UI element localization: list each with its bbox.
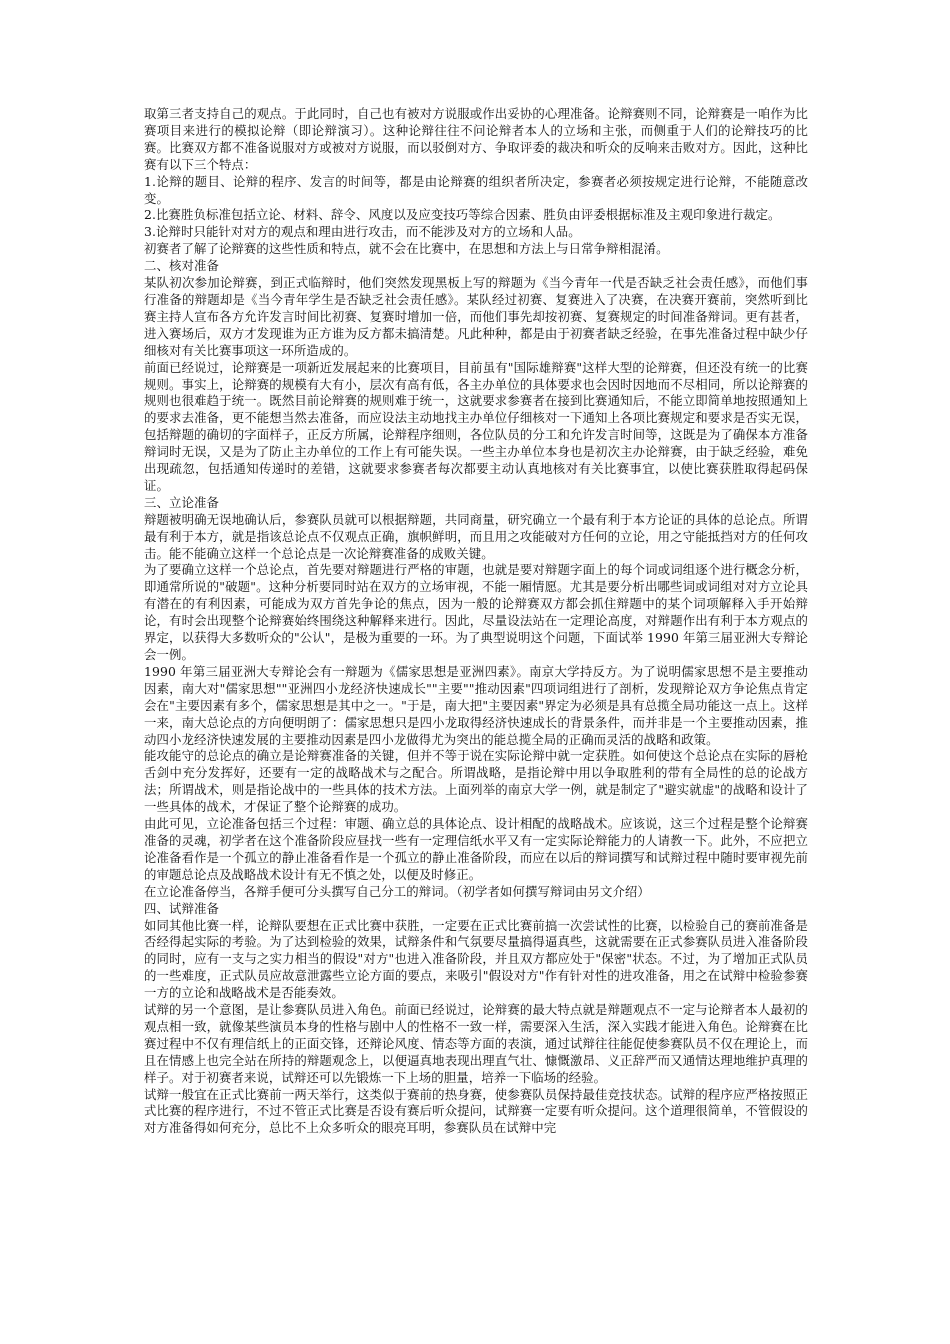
list-item: 2.比赛胜负标准包括立论、材料、辞令、风度以及应变技巧等综合因素、胜负由评委根据标准及主观印象进行裁定。 bbox=[144, 207, 781, 223]
paragraph: 由此可见，立论准备包括三个过程：审题、确立总的具体论点、设计相配的战略战术。应该说，这三个过程是整个论辩赛准备的灵魂，初学者在这个准备阶段应昼找一些有一定理信纸水平又有一定实际论辩能力的人请教一下。此外，不应把立论准备看作是一个孤立的静止准备看作是一个孤立的静止准备阶段，而应在以后的辩词撰写和试辩过程中随时要审视先前的审题总论点及战略战术设计有无不慎之处，以便及时修正。 bbox=[144, 816, 808, 882]
list-item: 1.论辩的题目、论辩的程序、发言的时间等，都是由论辩赛的组织者所决定，参赛者必须按规定进行论辩，不能随意改变。 bbox=[144, 173, 808, 206]
paragraph: 辩题被明确无误地确认后，参赛队员就可以根据辩题，共同商量，研究确立一个最有利于本方论证的具体的总论点。所谓最有利于本方，就是指该总论点不仅观点正确，旗帜鲜明，而且用之攻能破对方任何的立论，用之守能抵挡对方的任何攻击。能不能确立这样一个总论点是一次论辩赛准备的成败关键。 bbox=[144, 511, 808, 561]
section-heading: 三、立论准备 bbox=[144, 494, 219, 510]
paragraph: 前面已经说过，论辩赛是一项新近发展起来的比赛项目，目前虽有"国际雄辩赛"这样大型的论辩赛，但还没有统一的比赛规则。事实上，论辩赛的规模有大有小，层次有高有低，各主办单位的具体要求也会因时因地而不尽相同，所以论辩赛的规则也很难趋于统一。既然目前论辩赛的规则难于统一，这就要求参赛者在接到比赛通知后，不能立即简单地按照通知上的要求去准备，更不能想当然去准备，而应设法主动地找主办单位仔细核对一下通知上各项比赛规定和要求是否实无误，包括辩题的确切的字面样子，正反方所属，论辩程序细则，各位队员的分工和允许发言时间等，这既是为了确保本方准备辩词时无误，又是为了防止主办单位的工作上有可能失误。一些主办单位本身也是初次主办论辩赛，由于缺乏经验，难免出现疏忽，包括通知传递时的差错，这就要求参赛者每次都要主动认真地核对有关比赛事宜，以使比赛获胜取得起码保证。 bbox=[144, 359, 808, 493]
section-heading: 二、核对准备 bbox=[144, 258, 219, 274]
paragraph: 为了要确立这样一个总论点，首先要对辩题进行严格的审题，也就是要对辩题字面上的每个词或词组逐个进行概念分析，即通常所说的"破题"。这种分析要同时站在双方的立场审视，不能一厢情愿。尤其是要分析出哪些词或词组对对方立论具有潜在的有利因素，可能成为双方首先争论的焦点，因为一般的论辩赛双方都会抓住辩题中的某个词项解释入手开始辩论，有时会出现整个论辩赛始终围绕这种解释来进行。因此，尽量设法站在一定理论高度，对辩题作出有利于本方观点的界定，以获得大多数听众的"公认"，是极为重要的一环。为了典型说明这个问题，下面试举 1990 年第三届亚洲大专辩论会一例。 bbox=[144, 562, 808, 662]
paragraph: 初赛者了解了论辩赛的这些性质和特点，就不会在比赛中，在思想和方法上与日常争辩相混淆。 bbox=[144, 241, 669, 257]
paragraph: 1990 年第三届亚洲大专辩论会有一辩题为《儒家思想是亚洲四素》。南京大学持反方。为了说明儒家思想不是主要推动因素，南大对"儒家思想""亚洲四小龙经济快速成长""主要""推动因素"四项词组进行了剖析，发现辩论双方争论焦点肯定会在"主要因素有多个，儒家思想是其中之一。"于是，南大把"主要因素"界定为必须是具有总揽全局功能这一点上。这样一来，南大总论点的方向便明朗了：儒家思想只是四小龙取得经济快速成长的背景条件，而并非是一个主要推动因素，推动四小龙经济快速发展的主要推动因素是四小龙做得尤为突出的能总揽全局的正确而灵活的战略和政策。 bbox=[144, 663, 808, 747]
document-page bbox=[144, 106, 808, 1137]
paragraph: 某队初次参加论辩赛，到正式临辩时，他们突然发现黑板上写的辩题为《当今青年一代是否缺乏社会责任感》，而他们事行准备的辩题却是《当今青年学生是否缺乏社会责任感》。某队经过初赛、复赛进入了决赛，在决赛开赛前，突然听到比赛主持人宣布各方允许发言时间比初赛、复赛时增加一倍，而他们事先却按初赛、复赛规定的时间准备辩词。更有甚者，进入赛场后，双方才发现谁为正方谁为反方都未搞清楚。凡此种种，都是由于初赛者缺乏经验，在事先准备过程中缺少仔细核对有关比赛事项这一环所造成的。 bbox=[144, 275, 808, 358]
paragraph: 取第三者支持自己的观点。于此同时，自己也有被对方说服或作出妥协的心理准备。论辩赛则不同，论辩赛是一咱作为比赛项目来进行的模拟论辩（即论辩演习）。这种论辩往往不问论辩者本人的立场和主张，而侧重于人们的论辩技巧的比赛。比赛双方都不准备说服对方或被对方说服，而以驳倒对方、争取评委的裁决和听众的反响来击败对方。因此，这种比赛有以下三个特点： bbox=[144, 106, 808, 172]
paragraph: 如同其他比赛一样，论辩队要想在正式比赛中获胜，一定要在正式比赛前搞一次尝试性的比赛，以检验自己的赛前准备是否经得起实际的考验。为了达到检验的效果，试辩条件和气氛要尽量搞得逼真些，这就需要在正式参赛队员进入准备阶段的同时，应有一支与之实力相当的假设"对方"也进入准备阶段，并且双方都应处于"保密"状态。不过，为了增加正式队员的一些难度，正式队员应故意泄露些立论方面的要点，来吸引"假设对方"作有针对性的进攻准备，用之在试辩中检验参赛一方的立论和战略战术是否能奏效。 bbox=[144, 917, 808, 1001]
list-item: 3.论辩时只能针对对方的观点和理由进行攻击，而不能涉及对方的立场和人品。 bbox=[144, 224, 581, 240]
paragraph: 能攻能守的总论点的确立是论辩赛准备的关键，但并不等于说在实际论辩中就一定获胜。如何使这个总论点在实际的唇枪舌剑中充分发挥好，还要有一定的战略战术与之配合。所谓战略，是指论辩中用以争取胜利的带有全局性的总的论战方法；所谓战术，则是指论战中的一些具体的技术方法。上面列举的南京大学一例，就是制定了"避实就虚"的战略和设计了一些具体的战术，才保证了整个论辩赛的成功。 bbox=[144, 748, 808, 815]
paragraph: 试辩的另一个意图，是让参赛队员进入角色。前面已经说过，论辩赛的最大特点就是辩题观点不一定与论辩者本人最初的观点相一致，就像某些演员本身的性格与剧中人的性格不一致一样，需要深入生活，深入实践才能进入角色。论辩赛在比赛过程中不仅有理信纸上的正面交锋，还辩论风度、情态等方面的表演，通过试辩往往能促使参赛队员不仅在理论上，而且在情感上也完全站在所持的辩题观念上，以便逼真地表现出理直气壮、慷慨激昂、义正辞严而又通情达理地维护真理的样子。对于初赛者来说，试辩还可以先锻炼一下上场的胆量，培养一下临场的经验。 bbox=[144, 1002, 808, 1085]
paragraph: 试辩一般宜在正式比赛前一两天举行，这类似于赛前的热身赛，使参赛队员保持最佳竞技状态。试辩的程序应严格按照正式比赛的程序进行，不过不管正式比赛是否设有赛后听众提问，试辩赛一定要有听众提问。这个道理很简单，不管假设的对方准备得如何充分，总比不上众多听众的眼亮耳明，参赛队员在试辩中完 bbox=[144, 1086, 808, 1136]
section-heading: 四、试辩准备 bbox=[144, 900, 219, 916]
paragraph: 在立论准备停当，各辩手便可分头撰写自己分工的辩词。（初学者如何撰写辩词由另文介绍） bbox=[144, 883, 650, 899]
